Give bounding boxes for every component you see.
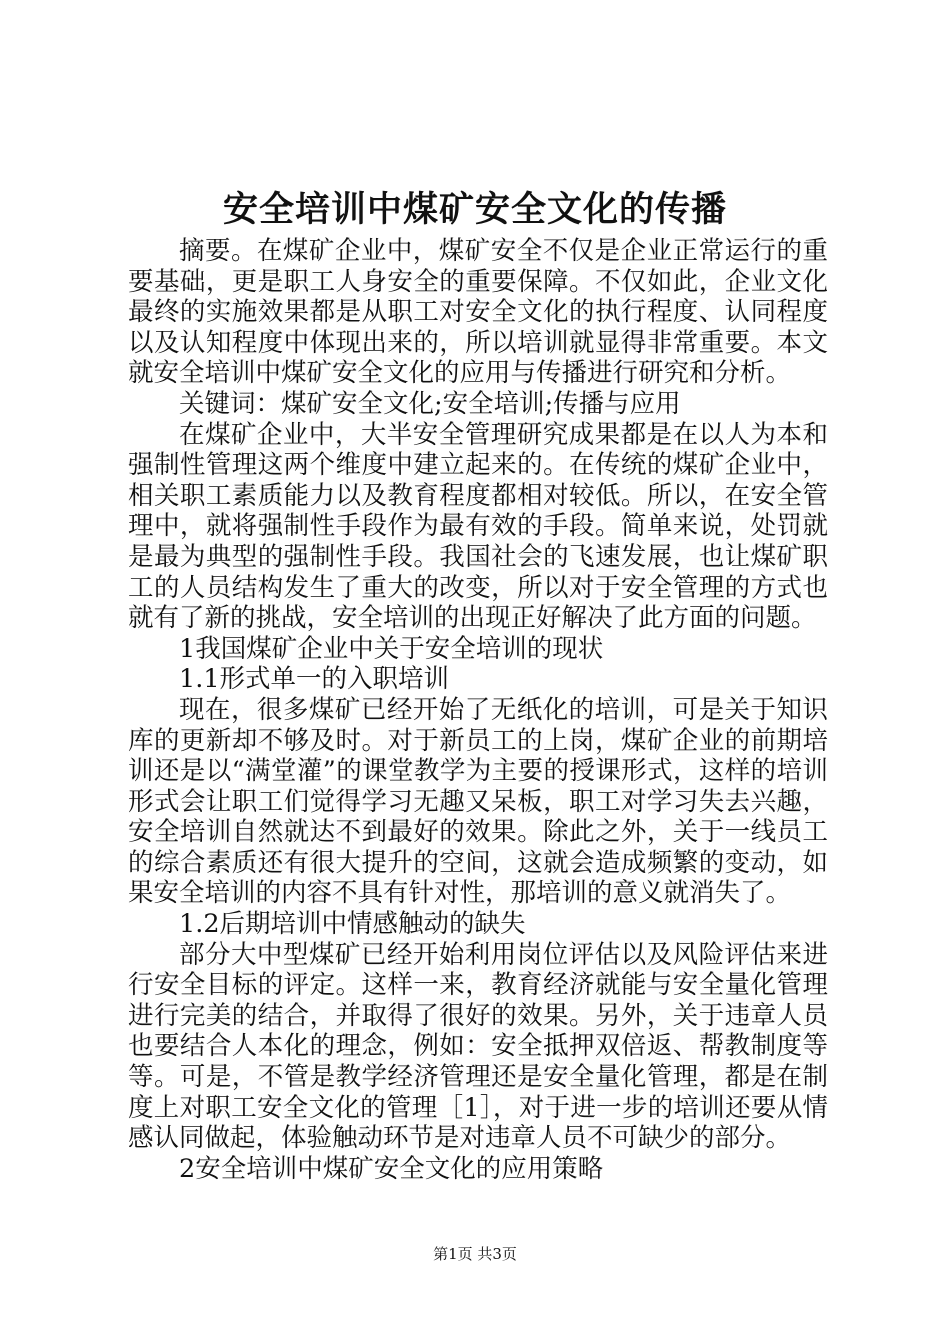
keywords-paragraph: 关键词：煤矿安全文化;安全培训;传播与应用 — [179, 388, 681, 419]
document-body — [128, 236, 828, 1184]
subsection-heading-1-1: 1.1形式单一的入职培训 — [179, 664, 450, 695]
section-heading-1: 1我国煤矿企业中关于安全培训的现状 — [179, 633, 604, 664]
document-title: 安全培训中煤矿安全文化的传播 — [222, 189, 727, 230]
abstract-paragraph: 摘要。在煤矿企业中，煤矿安全不仅是企业正常运行的重要基础，更是职工人身安全的重要保障。不仅如此，企业文化最终的实施效果都是从职工对安全文化的执行程度、认同程度以及认知程度中体现出来的，所以培训就显得非常重要。本文就安全培训中煤矿安全文化的应用与传播进行研究和分析。 — [128, 236, 828, 389]
intro-paragraph: 在煤矿企业中，大半安全管理研究成果都是在以人为本和强制性管理这两个维度中建立起来的。在传统的煤矿企业中，相关职工素质能力以及教育程度都相对较低。所以，在安全管理中，就将强制性手段作为最有效的手段。简单来说，处罚就是最为典型的强制性手段。我国社会的飞速发展，也让煤矿职工的人员结构发生了重大的改变，所以对于安全管理的方式也就有了新的挑战，安全培训的出现正好解决了此方面的问题。 — [128, 419, 828, 634]
subsection-heading-1-2: 1.2后期培训中情感触动的缺失 — [179, 909, 526, 940]
section-1-2-paragraph: 部分大中型煤矿已经开始利用岗位评估以及风险评估来进行安全目标的评定。这样一来，教育经济就能与安全量化管理进行完美的结合，并取得了很好的效果。另外，关于违章人员也要结合人本化的理念，例如：安全抵押双倍返、帮教制度等等。可是，不管是教学经济管理还是安全量化管理，都是在制度上对职工安全文化的管理［1］，对于进一步的培训还要从情感认同做起，体验触动环节是对违章人员不可缺少的部分。 — [128, 939, 828, 1154]
page-footer: 第1页 共3页 — [433, 1245, 517, 1263]
section-heading-2: 2安全培训中煤矿安全文化的应用策略 — [179, 1153, 604, 1184]
section-1-1-paragraph: 现在，很多煤矿已经开始了无纸化的培训，可是关于知识库的更新却不够及时。对于新员工的上岗，煤矿企业的前期培训还是以“满堂灌”的课堂教学为主要的授课形式，这样的培训形式会让职工们觉得学习无趣又呆板，职工对学习失去兴趣，安全培训自然就达不到最好的效果。除此之外，关于一线员工的综合素质还有很大提升的空间，这就会造成频繁的变动，如果安全培训的内容不具有针对性，那培训的意义就消失了。 — [128, 694, 828, 909]
